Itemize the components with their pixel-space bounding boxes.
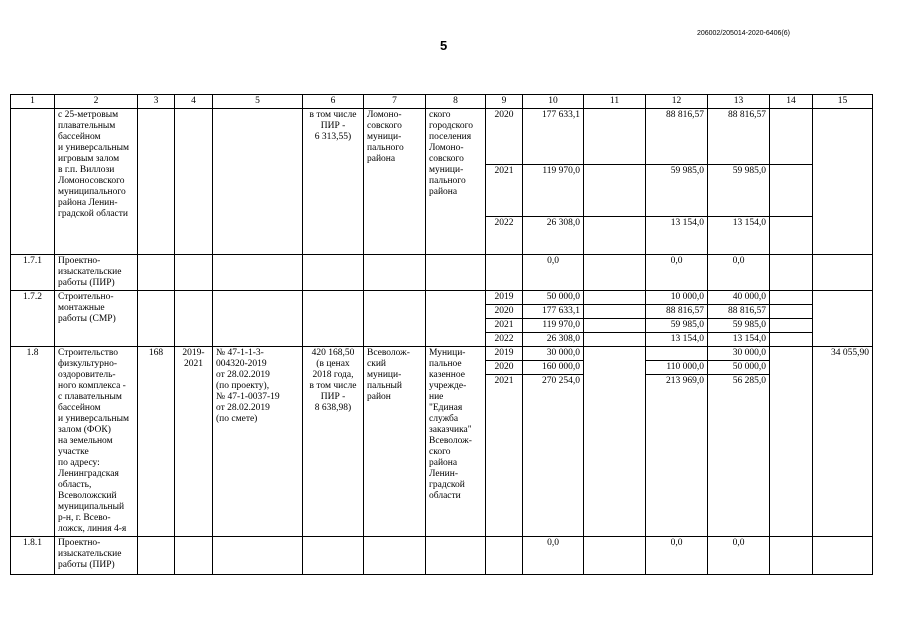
total-cell: 26 308,0 bbox=[523, 217, 584, 255]
total-cell: 26 308,0 bbox=[523, 333, 584, 347]
document-number: 206002/205014-2020-6406(6) bbox=[696, 30, 790, 37]
cell bbox=[213, 255, 303, 291]
column-header: 15 bbox=[813, 95, 873, 109]
table-row bbox=[11, 291, 873, 305]
cell bbox=[770, 291, 813, 305]
year-cell: 2022 bbox=[486, 217, 523, 255]
remaining-cost-cell: 34 055,90 bbox=[813, 347, 873, 537]
cell bbox=[426, 291, 486, 347]
cell bbox=[584, 165, 646, 217]
amount-cell: 88 816,57 bbox=[708, 109, 770, 165]
municipality-cell: Всеволож- ский муници- пальный район bbox=[364, 347, 426, 537]
amount-cell: 59 985,0 bbox=[708, 319, 770, 333]
total-cell: 30 000,0 bbox=[523, 347, 584, 361]
amount-cell: 88 816,57 bbox=[646, 305, 708, 319]
total-cell: 270 254,0 bbox=[523, 375, 584, 537]
column-header: 8 bbox=[426, 95, 486, 109]
cell bbox=[213, 291, 303, 347]
budget-table bbox=[10, 94, 873, 575]
cell bbox=[426, 255, 486, 291]
expertise-cell: № 47-1-1-3- 004320-2019 от 28.02.2019 (по проекту), № 47-1-0037-19 от 28.02.2019 (по смете) bbox=[213, 347, 303, 537]
cell bbox=[813, 109, 873, 255]
amount-cell bbox=[646, 347, 708, 361]
column-header: 7 bbox=[364, 95, 426, 109]
amount-cell: 59 985,0 bbox=[708, 165, 770, 217]
cell bbox=[770, 333, 813, 347]
amount-cell: 40 000,0 bbox=[708, 291, 770, 305]
page-number: 5 bbox=[440, 38, 448, 53]
cell bbox=[770, 165, 813, 217]
cell bbox=[770, 347, 813, 537]
cell bbox=[364, 291, 426, 347]
cell bbox=[175, 537, 213, 575]
column-header: 1 bbox=[11, 95, 55, 109]
column-header: 6 bbox=[303, 95, 364, 109]
column-header: 3 bbox=[138, 95, 175, 109]
cell bbox=[770, 537, 813, 575]
cost-cell: 420 168,50 (в ценах 2018 года, в том числе ПИР - 8 638,98) bbox=[303, 347, 364, 537]
amount-cell: 110 000,0 bbox=[646, 361, 708, 375]
cell bbox=[426, 537, 486, 575]
total-cell: 177 633,1 bbox=[523, 305, 584, 319]
column-header: 14 bbox=[770, 95, 813, 109]
amount-cell: 0,0 bbox=[708, 255, 770, 291]
row-number-cell: 1.8 bbox=[11, 347, 55, 537]
amount-cell: 10 000,0 bbox=[646, 291, 708, 305]
year-cell: 2020 bbox=[486, 109, 523, 165]
year-cell: 2021 bbox=[486, 375, 523, 537]
cell bbox=[584, 291, 646, 305]
amount-cell: 13 154,0 bbox=[646, 217, 708, 255]
column-header: 11 bbox=[584, 95, 646, 109]
cell bbox=[584, 217, 646, 255]
capacity-cell: 168 bbox=[138, 347, 175, 537]
table-row bbox=[11, 109, 873, 165]
total-cell: 0,0 bbox=[523, 255, 584, 291]
amount-cell: 213 969,0 bbox=[646, 375, 708, 537]
cell bbox=[584, 333, 646, 347]
cell bbox=[813, 537, 873, 575]
cell bbox=[138, 255, 175, 291]
row-number-cell: 1.7.1 bbox=[11, 255, 55, 291]
amount-cell: 59 985,0 bbox=[646, 319, 708, 333]
column-header: 9 bbox=[486, 95, 523, 109]
row-number-cell bbox=[11, 109, 55, 255]
table-row bbox=[11, 255, 873, 291]
header-row bbox=[11, 95, 873, 109]
column-header: 13 bbox=[708, 95, 770, 109]
amount-cell: 59 985,0 bbox=[646, 165, 708, 217]
amount-cell: 13 154,0 bbox=[646, 333, 708, 347]
cell bbox=[175, 109, 213, 255]
cell bbox=[584, 109, 646, 165]
cell bbox=[364, 255, 426, 291]
object-name-cell: с 25-метровым плавательным бассейном и универсальным игровым залом в г.п. Виллози Ломоносовского муниципального района Ленин- градской области bbox=[55, 109, 138, 255]
cell bbox=[213, 537, 303, 575]
year-cell: 2020 bbox=[486, 361, 523, 375]
year-cell: 2022 bbox=[486, 333, 523, 347]
cell bbox=[584, 319, 646, 333]
cell bbox=[770, 217, 813, 255]
cell bbox=[813, 255, 873, 291]
municipality-cell: Ломоно- совского муници- пального района bbox=[364, 109, 426, 255]
row-number-cell: 1.7.2 bbox=[11, 291, 55, 347]
object-name-cell: Проектно- изыскательские работы (ПИР) bbox=[55, 537, 138, 575]
object-name-cell: Проектно- изыскательские работы (ПИР) bbox=[55, 255, 138, 291]
column-header: 5 bbox=[213, 95, 303, 109]
amount-cell: 88 816,57 bbox=[646, 109, 708, 165]
total-cell: 0,0 bbox=[523, 537, 584, 575]
customer-cell: Муници- пальное казенное учрежде- ние "Единая служба заказчика" Всеволож- ского района Ленин- градской области bbox=[426, 347, 486, 537]
cell bbox=[303, 291, 364, 347]
cell bbox=[486, 255, 523, 291]
amount-cell: 0,0 bbox=[646, 537, 708, 575]
cell bbox=[303, 537, 364, 575]
cell bbox=[770, 255, 813, 291]
amount-cell: 13 154,0 bbox=[708, 217, 770, 255]
amount-cell: 88 816,57 bbox=[708, 305, 770, 319]
amount-cell: 0,0 bbox=[646, 255, 708, 291]
amount-cell: 0,0 bbox=[708, 537, 770, 575]
amount-cell: 13 154,0 bbox=[708, 333, 770, 347]
cell bbox=[364, 537, 426, 575]
cell bbox=[213, 109, 303, 255]
column-header: 2 bbox=[55, 95, 138, 109]
column-header: 10 bbox=[523, 95, 584, 109]
year-cell: 2019 bbox=[486, 291, 523, 305]
column-header: 4 bbox=[175, 95, 213, 109]
year-cell: 2019 bbox=[486, 347, 523, 361]
cell bbox=[175, 255, 213, 291]
cell bbox=[584, 255, 646, 291]
cell bbox=[175, 291, 213, 347]
total-cell: 160 000,0 bbox=[523, 361, 584, 375]
cell bbox=[303, 255, 364, 291]
column-header: 12 bbox=[646, 95, 708, 109]
total-cell: 50 000,0 bbox=[523, 291, 584, 305]
cell bbox=[770, 319, 813, 333]
year-cell: 2021 bbox=[486, 165, 523, 217]
object-name-cell: Строительно- монтажные работы (СМР) bbox=[55, 291, 138, 347]
cell bbox=[584, 305, 646, 319]
object-name-cell: Строительство физкультурно- оздоровитель- ного комплекса - с плавательным бассейном и универсальным залом (ФОК) на земельном участке по адресу: Ленинградская область, Всеволожский муниципальный р-н, г. Всево- ложск, линия 4-я bbox=[55, 347, 138, 537]
amount-cell: 30 000,0 bbox=[708, 347, 770, 361]
cell bbox=[770, 305, 813, 319]
amount-cell: 56 285,0 bbox=[708, 375, 770, 537]
year-cell: 2020 bbox=[486, 305, 523, 319]
cell bbox=[486, 537, 523, 575]
year-cell: 2021 bbox=[486, 319, 523, 333]
cell bbox=[138, 109, 175, 255]
cell bbox=[584, 347, 646, 537]
cell bbox=[138, 537, 175, 575]
total-cell: 177 633,1 bbox=[523, 109, 584, 165]
cost-cell: в том числе ПИР - 6 313,55) bbox=[303, 109, 364, 255]
table-row bbox=[11, 537, 873, 575]
cell bbox=[584, 537, 646, 575]
cell bbox=[813, 291, 873, 347]
total-cell: 119 970,0 bbox=[523, 165, 584, 217]
row-number-cell: 1.8.1 bbox=[11, 537, 55, 575]
total-cell: 119 970,0 bbox=[523, 319, 584, 333]
amount-cell: 50 000,0 bbox=[708, 361, 770, 375]
customer-cell: ского городского поселения Ломоно- совского муници- пального района bbox=[426, 109, 486, 255]
period-cell: 2019- 2021 bbox=[175, 347, 213, 537]
cell bbox=[138, 291, 175, 347]
table-row bbox=[11, 347, 873, 361]
cell bbox=[770, 109, 813, 165]
